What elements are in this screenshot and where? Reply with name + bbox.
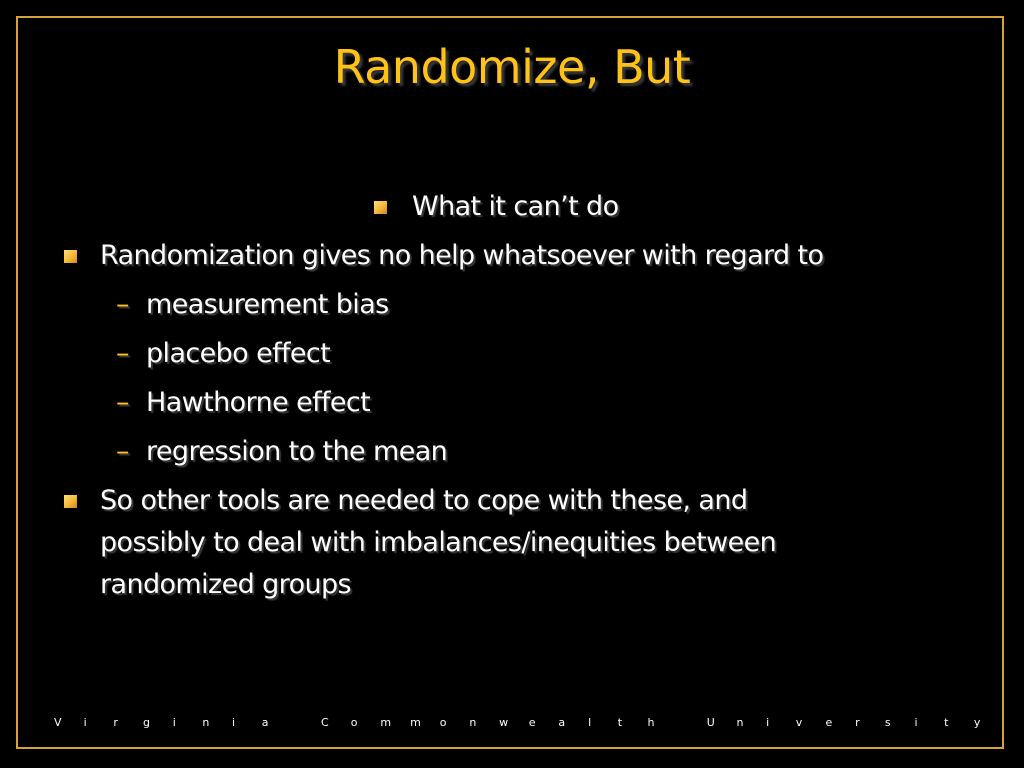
square-bullet-icon <box>64 495 77 508</box>
dash-bullet-icon: – <box>116 338 130 369</box>
footer-university-name: V i r g i n i a C o m m o n w e a l t h U n i v e r s i t y <box>54 716 981 729</box>
bullet-what-it-cant-do: What it can’t do <box>412 191 619 222</box>
dash-bullet-icon: – <box>116 289 130 320</box>
bullet-other-tools-line-2: possibly to deal with imbalances/inequities between <box>100 527 777 558</box>
sub-bullet-measurement-bias: measurement bias <box>146 289 389 320</box>
dash-bullet-icon: – <box>116 436 130 467</box>
dash-bullet-icon: – <box>116 387 130 418</box>
sub-bullet-placebo-effect: placebo effect <box>146 338 331 369</box>
bullet-other-tools-line-3: randomized groups <box>100 569 352 600</box>
sub-bullet-hawthorne-effect: Hawthorne effect <box>146 387 371 418</box>
slide-border <box>16 16 1004 749</box>
bullet-other-tools-line-1: So other tools are needed to cope with these, and <box>100 485 748 516</box>
bullet-randomization-no-help: Randomization gives no help whatsoever with regard to <box>100 240 824 271</box>
sub-bullet-regression-to-mean: regression to the mean <box>146 436 448 467</box>
square-bullet-icon <box>374 201 387 214</box>
square-bullet-icon <box>64 250 77 263</box>
slide-title: Randomize, But <box>333 40 691 94</box>
